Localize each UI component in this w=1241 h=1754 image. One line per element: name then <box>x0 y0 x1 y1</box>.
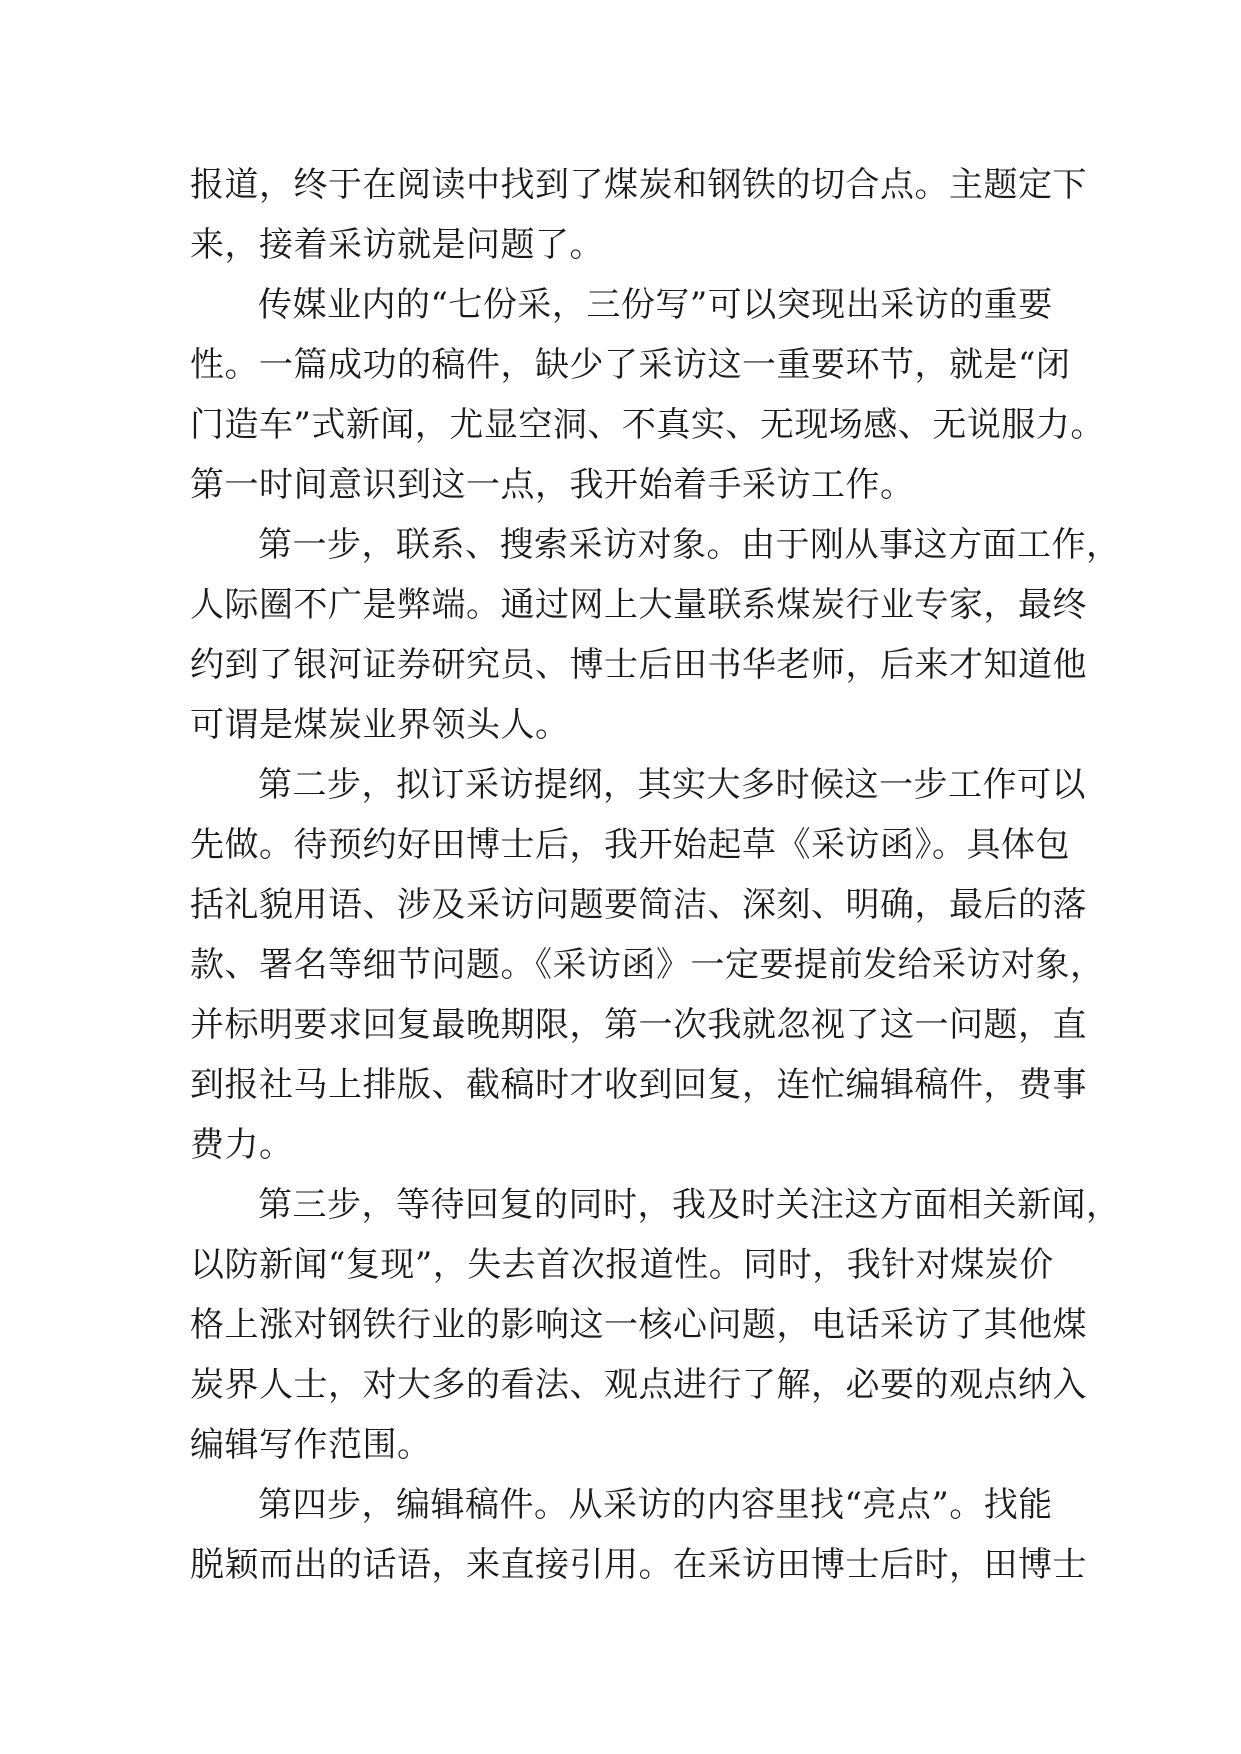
text-line: 编辑写作范围。 <box>190 1425 432 1465</box>
text-line: 第二步，拟订采访提纲，其实大多时候这一步工作可以 <box>258 765 1086 805</box>
text-line: 第一时间意识到这一点，我开始着手采访工作。 <box>190 465 915 505</box>
text-line: 先做。待预约好田博士后，我开始起草《采访函》。具体包 <box>190 825 1070 865</box>
text-line: 费力。 <box>190 1125 294 1165</box>
paragraph-4 <box>190 755 1105 1175</box>
paragraph-1 <box>190 155 1087 275</box>
text-line: 并标明要求回复最晚期限，第一次我就忽视了这一问题，直 <box>190 1005 1087 1045</box>
text-line: 约到了银河证券研究员、博士后田书华老师，后来才知道他 <box>190 645 1087 685</box>
paragraph-6 <box>190 1475 1087 1595</box>
text-line: 报道，终于在阅读中找到了煤炭和钢铁的切合点。主题定下 <box>190 165 1087 205</box>
paragraph-2 <box>190 275 1105 515</box>
text-line: 炭界人士，对大多的看法、观点进行了解，必要的观点纳入 <box>190 1365 1087 1405</box>
paragraph-3 <box>190 515 1121 755</box>
text-line: 传媒业内的“七份采，三份写”可以突现出采访的重要 <box>258 285 1053 325</box>
text-line: 脱颖而出的话语，来直接引用。在采访田博士后时，田博士 <box>190 1545 1087 1585</box>
paragraph-5 <box>190 1175 1121 1475</box>
text-line: 格上涨对钢铁行业的影响这一核心问题，电话采访了其他煤 <box>190 1305 1087 1345</box>
text-line: 可谓是煤炭业界领头人。 <box>190 705 570 745</box>
text-line: 性。一篇成功的稿件，缺少了采访这一重要环节，就是“闭 <box>190 345 1071 385</box>
text-line: 以防新闻“复现”，失去首次报道性。同时，我针对煤炭价 <box>190 1245 1054 1285</box>
document-body <box>190 155 1121 1595</box>
text-line: 款、署名等细节问题。《采访函》一定要提前发给采访对象， <box>190 945 1105 985</box>
text-line: 括礼貌用语、涉及采访问题要简洁、深刻、明确，最后的落 <box>190 885 1087 925</box>
text-line: 门造车”式新闻，尤显空洞、不真实、无现场感、无说服力。 <box>190 405 1105 445</box>
text-line: 第一步，联系、搜索采访对象。由于刚从事这方面工作， <box>258 525 1121 565</box>
text-line: 到报社马上排版、截稿时才收到回复，连忙编辑稿件，费事 <box>190 1065 1087 1105</box>
text-line: 第三步，等待回复的同时，我及时关注这方面相关新闻， <box>258 1185 1121 1225</box>
text-line: 人际圈不广是弊端。通过网上大量联系煤炭行业专家，最终 <box>190 585 1087 625</box>
text-line: 第四步，编辑稿件。从采访的内容里找“亮点”。找能 <box>258 1485 1053 1525</box>
text-line: 来，接着采访就是问题了。 <box>190 225 604 265</box>
